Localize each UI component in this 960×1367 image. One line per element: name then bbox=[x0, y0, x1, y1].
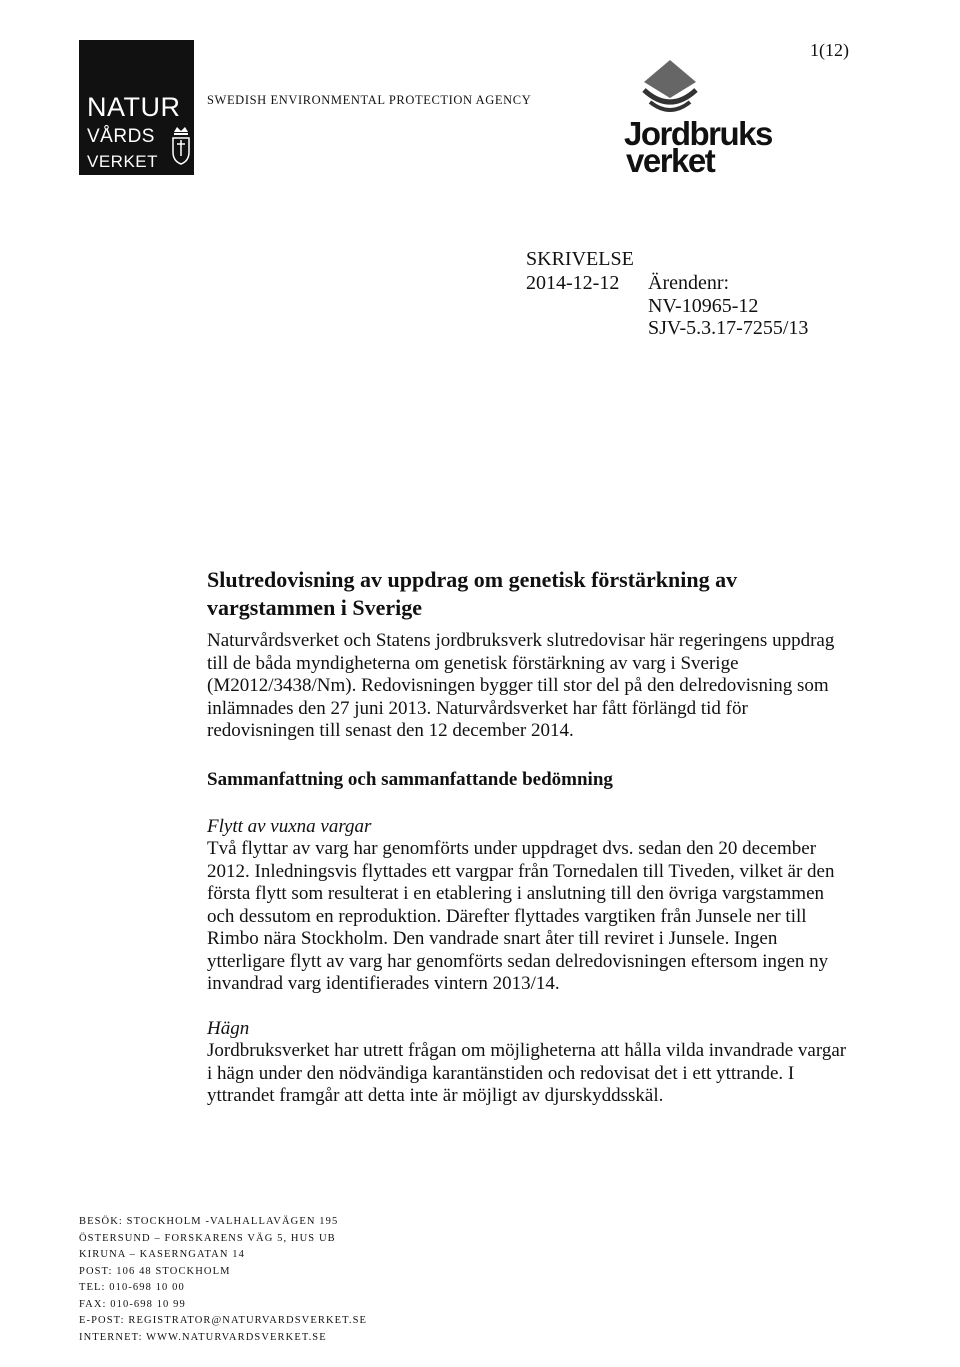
case-label: Ärendenr: bbox=[648, 272, 730, 294]
naturvardsverket-logo bbox=[79, 40, 194, 175]
crown-crest-icon bbox=[171, 126, 191, 166]
footer-post: POST: 106 48 STOCKHOLM bbox=[79, 1265, 231, 1277]
logo-text-line-2: VÅRDS bbox=[87, 126, 155, 147]
footer-tel: TEL: 010-698 10 00 bbox=[79, 1282, 185, 1293]
jordbruksverket-logo-text bbox=[624, 115, 772, 179]
footer-kiruna: KIRUNA – KASERNGATAN 14 bbox=[79, 1249, 245, 1260]
logo-text-line-1: NATUR bbox=[87, 92, 181, 122]
moving-wolves-paragraph: Två flyttar av varg har genomförts under uppdraget dvs. sedan den 20 december 2012. Inledningsvis flyttades ett vargpar från Tornedalen till Tiveden, vilket är den första flytt som resulterat i en etablering i anslutning till den övriga vargstammen och dessutom en reproduktion. Därefter flyttades vargtiken från Junsele ner till Rimbo nära Stockholm. Den vandrade snart åter till reviret i Junsele. Ingen ytterligare flytt av varg har genomförts sedan delredovisningen eftersom ingen ny invandrad varg identifierades vintern 2013/14. bbox=[207, 838, 835, 994]
jordbruksverket-logo-icon bbox=[640, 58, 700, 120]
agency-name: SWEDISH ENVIRONMENTAL PROTECTION AGENCY bbox=[207, 93, 532, 107]
summary-heading: Sammanfattning och sammanfattande bedömning bbox=[207, 769, 613, 790]
logo-text-line-3: VERKET bbox=[87, 152, 159, 171]
case-number-sjv: SJV-5.3.17-7255/13 bbox=[648, 317, 809, 339]
subheading-moving-wolves: Flytt av vuxna vargar bbox=[207, 816, 372, 837]
document-date: 2014-12-12 bbox=[526, 272, 620, 294]
page-number: 1(12) bbox=[810, 40, 849, 60]
enclosure-paragraph: Jordbruksverket har utrett frågan om möjligheterna att hålla vilda invandrade vargar i hägn under den nödvändiga karantänstiden och redovisat det i ett yttrande. I yttrandet framgår att detta inte är möjligt av djurskyddsskäl. bbox=[207, 1040, 847, 1106]
document-title: Slutredovisning av uppdrag om genetisk förstärkning av vargstammen i Sverige bbox=[207, 567, 738, 620]
footer-fax: FAX: 010-698 10 99 bbox=[79, 1298, 186, 1310]
case-number-nv: NV-10965-12 bbox=[648, 295, 759, 317]
intro-paragraph: Naturvårdsverket och Statens jordbruksverk slutredovisar här regeringens uppdrag till de båda myndigheterna om genetisk förstärkning av varg i Sverige (M2012/3438/Nm). Redovisningen bygger till stor del på den delredovisning som inlämnades den 27 juni 2013. Naturvårdsverket har fått förlängd tid för redovisningen till senast den 12 december 2014. bbox=[207, 630, 835, 741]
jordbruksverket-logo-line-2: verket bbox=[626, 142, 715, 179]
footer-visit: BESÖK: STOCKHOLM -VALHALLAVÄGEN 195 bbox=[79, 1216, 339, 1227]
footer-contact bbox=[79, 1214, 367, 1346]
jordbruksverket-logo-line-1: Jordbruks bbox=[624, 115, 772, 152]
footer-website: INTERNET: WWW.NATURVARDSVERKET.SE bbox=[79, 1331, 327, 1343]
subheading-enclosure: Hägn bbox=[207, 1018, 250, 1039]
footer-email: E-POST: REGISTRATOR@NATURVARDSVERKET.SE bbox=[79, 1315, 368, 1326]
footer-ostersund: ÖSTERSUND – FORSKARENS VÄG 5, HUS UB bbox=[79, 1232, 336, 1244]
document-type: SKRIVELSE bbox=[526, 248, 634, 270]
